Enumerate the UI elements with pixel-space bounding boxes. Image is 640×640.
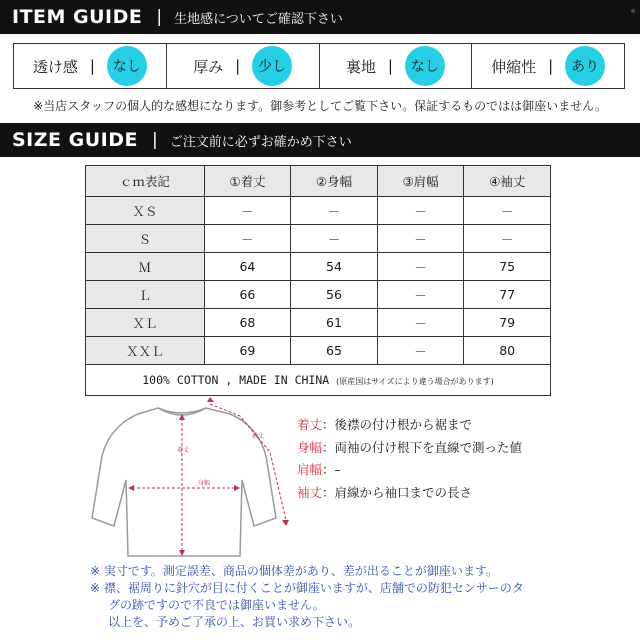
fabric-attributes [13,43,625,89]
legend-desc: ：両袖の付け根下を直線で測った値 [322,439,523,455]
item-guide-subtitle: 生地感についてご確認下さい [174,11,343,27]
attr-pipe: | [89,57,95,75]
size-table [85,165,551,396]
header-cell: ③肩幅 [377,166,464,197]
value-cell: 80 [464,337,551,365]
attr-label: 裏地 [345,57,376,76]
measurement-legend [297,414,522,504]
legend-desc: ：– [322,462,341,477]
legend-item [297,459,522,482]
size-guide-subtitle: ご注文前に必ずお確かめ下さい [169,134,352,150]
table-row [86,253,551,281]
attr-pipe: | [235,57,241,75]
legend-desc: ：肩線から袖口までの長さ [322,484,473,500]
value-cell: － [377,309,464,337]
attr-pipe: | [387,57,393,75]
value-cell: － [291,225,378,253]
note-line: グの跡ですので不良では御座いません。 [108,598,325,612]
material-origin-note: (原産国はサイズにより違う場合があります) [336,377,494,386]
attr-value-badge: なし [405,46,445,86]
length-arrow-icon [179,414,185,556]
value-cell: 56 [291,281,378,309]
value-cell: － [377,253,464,281]
value-cell: － [291,197,378,225]
value-cell: － [377,281,464,309]
table-row [86,197,551,225]
size-cell: Ｌ [86,281,205,309]
width-arrow-icon [128,485,240,491]
garment-diagram [80,396,295,566]
size-cell: Ｍ [86,253,205,281]
item-guide-header [0,0,640,34]
legend-key: 着丈 [297,417,323,432]
value-cell: － [204,225,291,253]
attr-label: 透け感 [32,57,78,76]
item-guide-title: ITEM GUIDE [12,6,143,28]
value-cell: 75 [464,253,551,281]
size-guide-separator: | [151,130,158,150]
attr-value-badge: あり [565,46,605,86]
legend-key: 身幅 [297,439,323,455]
attr-label: 伸縮性 [491,57,537,76]
size-cell: ＸＬ [86,309,205,337]
value-cell: － [204,197,291,225]
diagram-width-label: 身幅 [198,480,211,487]
note-line: ※ 実寸です。測定誤差、商品の個体差があり、差が出ることが御座います。 [90,564,498,578]
attr-value-badge: なし [107,46,147,86]
attr-pipe: | [548,57,554,75]
attr-lining [320,44,473,88]
header-cell: ②身幅 [291,166,378,197]
header-cell: ①着丈 [204,166,291,197]
value-cell: 65 [291,337,378,365]
table-row [86,225,551,253]
material-row [86,365,551,396]
item-guide-separator: | [156,7,163,27]
value-cell: 69 [204,337,291,365]
corner-dot-icon [631,9,635,13]
value-cell: － [377,337,464,365]
value-cell: － [464,197,551,225]
size-guide-title: SIZE GUIDE [12,129,138,151]
table-row [86,309,551,337]
size-guide-header [0,123,640,157]
table-row [86,281,551,309]
staff-impression-note: ※当店スタッフの個人的な感想になります。御参考としてご覧下さい。保証するものではは御座いません。 [33,99,607,113]
attr-transparency [14,44,167,88]
value-cell: 61 [291,309,378,337]
size-cell: ＸＸＬ [86,337,205,365]
value-cell: － [377,225,464,253]
size-cell: Ｓ [86,225,205,253]
table-row [86,337,551,365]
diagram-length-label: 着丈 [177,447,190,454]
value-cell: 66 [204,281,291,309]
material-cell [86,365,551,396]
legend-item [297,437,522,460]
note-line: ※ 襟、裾周りに針穴が目に付くことが御座いますが、店舗での防犯センサーのタ [90,581,524,595]
header-cell: ④袖丈 [464,166,551,197]
disclaimer-notes [90,563,524,631]
note-line: 以上を、予めご了承の上、お買い求め下さい。 [108,615,361,629]
legend-key: 袖丈 [297,484,323,500]
value-cell: － [377,197,464,225]
value-cell: 77 [464,281,551,309]
value-cell: 79 [464,309,551,337]
attr-thickness [167,44,320,88]
size-cell: ＸＳ [86,197,205,225]
value-cell: 64 [204,253,291,281]
attr-value-badge: 少し [252,46,292,86]
shirt-outline-icon [92,408,276,556]
legend-key: 肩幅 [297,462,323,477]
attr-stretch [472,44,624,88]
header-cell: ｃｍ表記 [86,166,205,197]
value-cell: 54 [291,253,378,281]
value-cell: 68 [204,309,291,337]
legend-desc: ：後襟の付け根から裾まで [322,417,473,432]
attr-label: 厚み [193,57,224,76]
size-table-header-row [86,166,551,197]
legend-item [297,414,522,437]
diagram-sleeve-label: 袖丈 [252,433,265,440]
value-cell: － [464,225,551,253]
sleeve-arrow-icon [207,397,289,526]
material-text: 100% COTTON , MADE IN CHINA [142,373,330,387]
legend-item [297,482,522,505]
